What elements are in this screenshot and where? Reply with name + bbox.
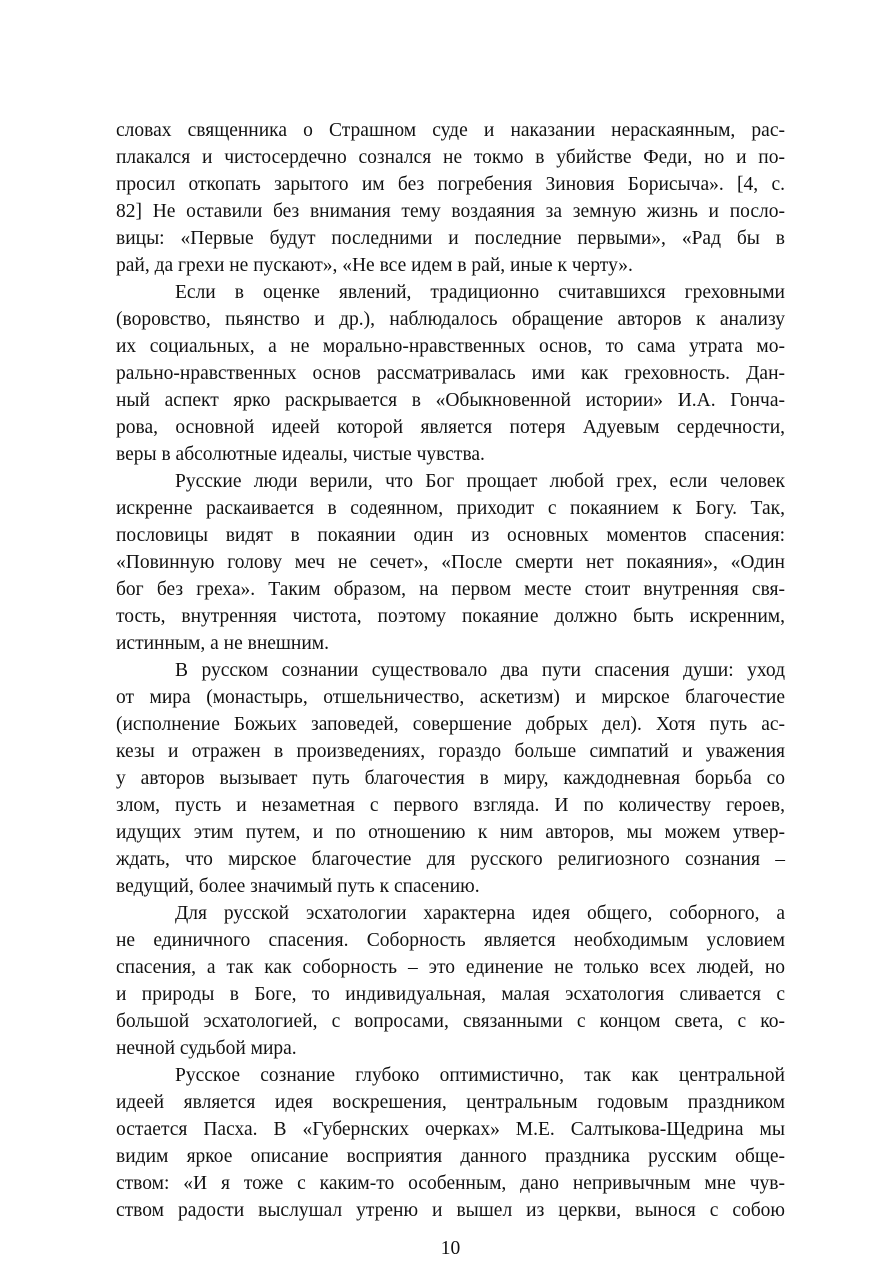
text-line: у авторов вызывает путь благочестия в миру, каждодневная борьба со [116,768,785,789]
text-line: нечной судьбой мира. [116,1038,297,1059]
text-line: остается Пасха. В «Губернских очерках» М.Е. Салтыкова-Щедрина мы [116,1119,785,1140]
page-body-text [116,117,785,1224]
text-line: ством радости выслушал утреню и вышел из церкви, вынося с собою [116,1200,785,1221]
text-line: Для русской эсхатологии характерна идея общего, соборного, а [175,903,785,924]
text-line: истинным, а не внешним. [116,633,330,654]
text-line: злом, пусть и незаметная с первого взгляда. И по количеству героев, [116,795,785,816]
text-line: пословицы видят в покаянии один из основных моментов спасения: [116,525,785,546]
page [116,117,785,1262]
paragraph [116,1062,785,1224]
text-line: В русском сознании существовало два пути спасения души: уход [175,660,785,681]
text-line: Если в оценке явлений, традиционно считавшихся греховными [175,282,785,303]
text-line: словах священника о Страшном суде и наказании нераскаянным, рас- [116,120,785,141]
text-line: веры в абсолютные идеалы, чистые чувства. [116,444,485,465]
text-line: ждать, что мирское благочестие для русского религиозного сознания – [116,849,785,870]
text-line: идеей является идея воскрешения, центральным годовым праздником [116,1092,785,1113]
text-line: рально-нравственных основ рассматривалась ими как греховность. Дан- [116,363,785,384]
text-line: идущих этим путем, и по отношению к ним авторов, мы можем утвер- [116,822,785,843]
paragraph [116,468,785,657]
text-line: вицы: «Первые будут последними и последние первыми», «Рад бы в [116,228,785,249]
text-line: рова, основной идеей которой является потеря Адуевым сердечности, [116,417,785,438]
text-line: Русские люди верили, что Бог прощает любой грех, если человек [175,471,785,492]
text-line: плакался и чистосердечно сознался не токмо в убийстве Феди, но и по- [116,147,785,168]
paragraph [116,900,785,1062]
text-line: 82] Не оставили без внимания тему воздаяния за земную жизнь и посло- [116,201,785,222]
text-line: рай, да грехи не пускают», «Не все идем в рай, иные к черту». [116,255,633,276]
text-line: от мира (монастырь, отшельничество, аскетизм) и мирское благочестие [116,687,785,708]
text-line: ством: «И я тоже с каким-то особенным, дано непривычным мне чув- [116,1173,785,1194]
text-line: (исполнение Божьих заповедей, совершение добрых дел). Хотя путь ас- [116,714,785,735]
text-line: ный аспект ярко раскрывается в «Обыкновенной истории» И.А. Гонча- [116,390,785,411]
text-line: кезы и отражен в произведениях, гораздо больше симпатий и уважения [116,741,785,762]
paragraph [116,657,785,900]
paragraph [116,279,785,468]
text-line: большой эсхатологией, с вопросами, связанными с концом света, с ко- [116,1011,785,1032]
text-line: искренне раскаивается в содеянном, приходит с покаянием к Богу. Так, [116,498,785,519]
text-line: их социальных, а не морально-нравственных основ, то сама утрата мо- [116,336,785,357]
paragraph [116,117,785,279]
page-number: 10 [440,1238,461,1259]
text-line: тость, внутренняя чистота, поэтому покаяние должно быть искренним, [116,606,785,627]
text-line: не единичного спасения. Соборность является необходимым условием [116,930,785,951]
text-line: и природы в Боге, то индивидуальная, малая эсхатология сливается с [116,984,785,1005]
text-line: «Повинную голову меч не сечет», «После смерти нет покаяния», «Один [116,552,785,573]
text-line: бог без греха». Таким образом, на первом месте стоит внутренняя свя- [116,579,785,600]
text-line: просил откопать зарытого им без погребения Зиновия Борисыча». [4, с. [116,174,785,195]
text-line: (воровство, пьянство и др.), наблюдалось обращение авторов к анализу [116,309,785,330]
text-line: Русское сознание глубоко оптимистично, так как центральной [175,1065,785,1086]
text-line: ведущий, более значимый путь к спасению. [116,876,480,897]
text-line: видим яркое описание восприятия данного праздника русским обще- [116,1146,785,1167]
text-line: спасения, а так как соборность – это единение не только всех людей, но [116,957,785,978]
